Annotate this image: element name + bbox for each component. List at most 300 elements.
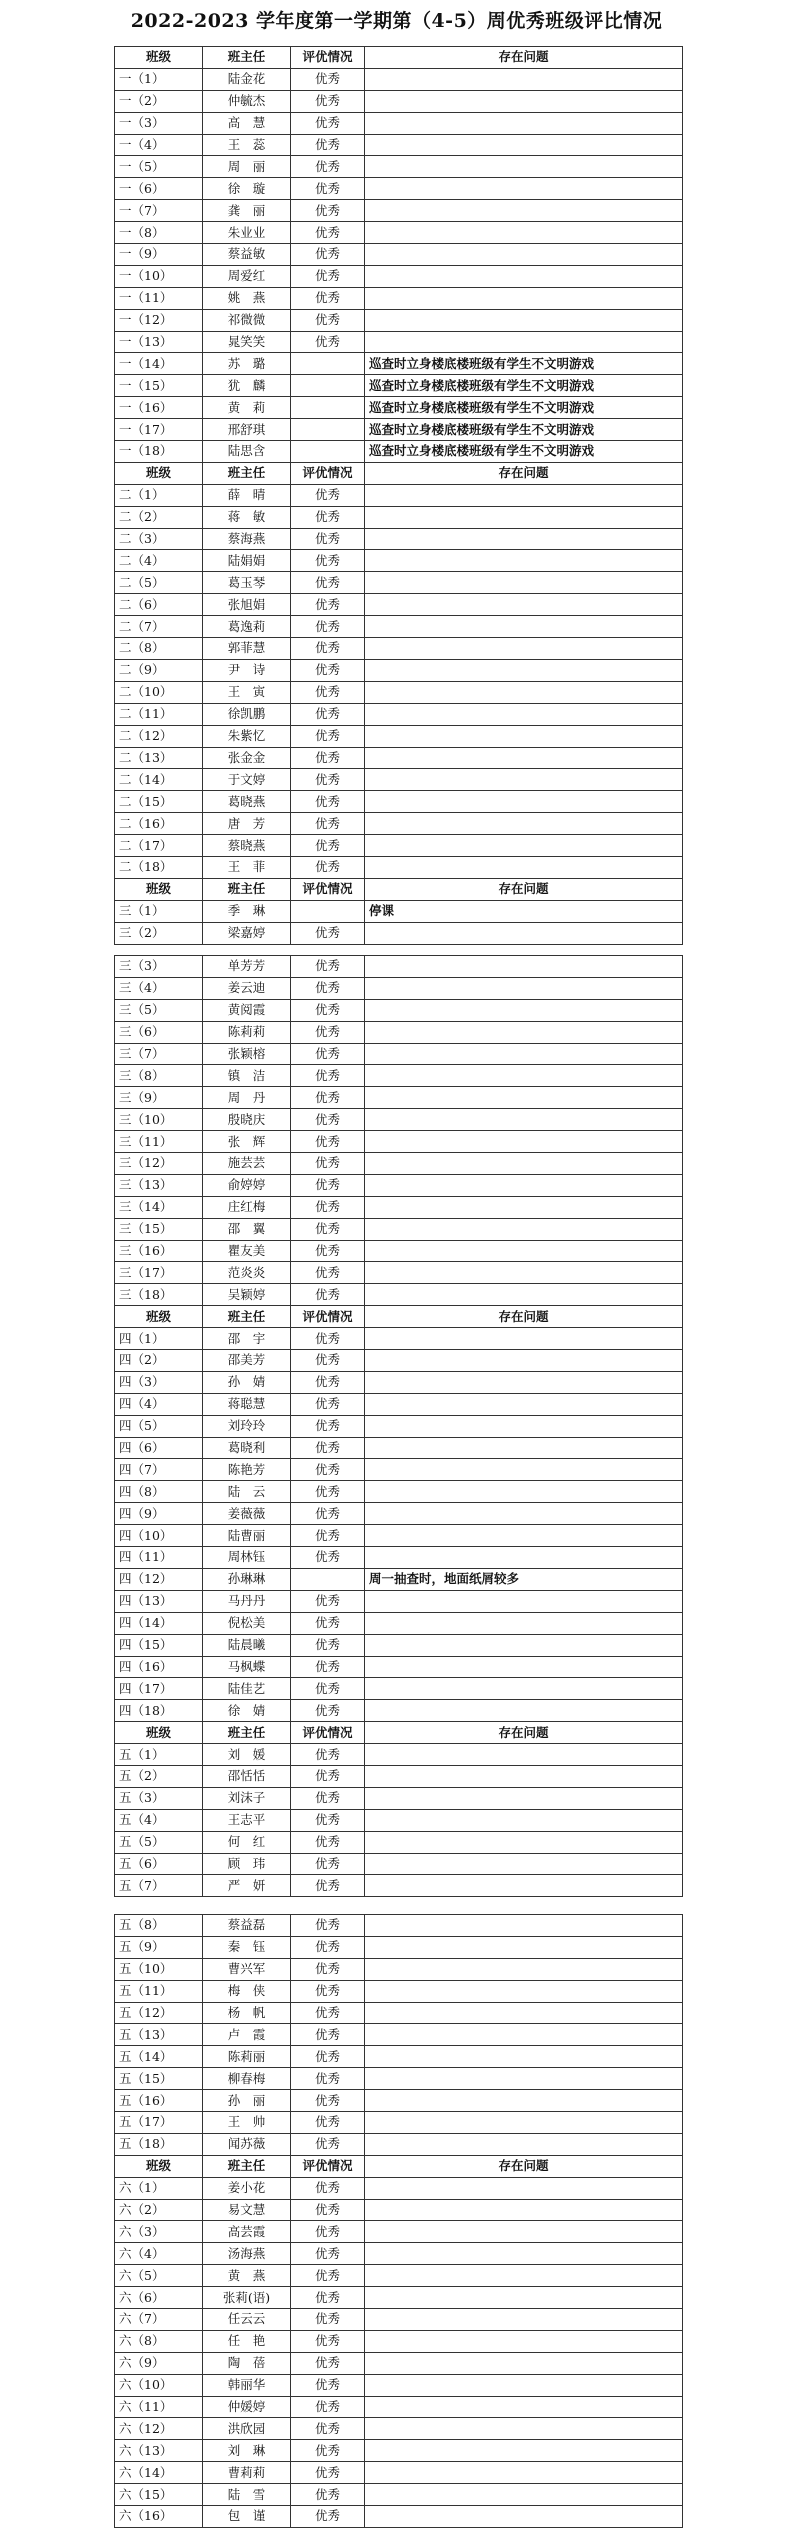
class-cell: 二（16） [115, 813, 203, 835]
issue-cell [365, 999, 683, 1021]
table-row [115, 1350, 683, 1372]
class-cell: 二（5） [115, 572, 203, 594]
class-cell: 三（15） [115, 1218, 203, 1240]
teacher-cell: 高 慧 [203, 112, 291, 134]
issue-cell [365, 1393, 683, 1415]
table-row [115, 2506, 683, 2528]
teacher-cell: 季 琳 [203, 900, 291, 922]
header-rating: 评优情况 [291, 1722, 365, 1744]
class-cell: 四（5） [115, 1415, 203, 1437]
class-cell: 六（4） [115, 2243, 203, 2265]
rating-cell: 优秀 [291, 1481, 365, 1503]
class-cell: 三（4） [115, 977, 203, 999]
teacher-cell: 陆 雪 [203, 2484, 291, 2506]
teacher-cell: 蔡晓燕 [203, 835, 291, 857]
table-row [115, 900, 683, 922]
table-row [115, 2177, 683, 2199]
rating-cell: 优秀 [291, 1787, 365, 1809]
issue-cell [365, 659, 683, 681]
class-cell: 一（17） [115, 419, 203, 441]
rating-cell: 优秀 [291, 2462, 365, 2484]
rating-cell: 优秀 [291, 1284, 365, 1306]
rating-cell: 优秀 [291, 1744, 365, 1766]
issue-cell [365, 1109, 683, 1131]
issue-cell [365, 1547, 683, 1569]
issue-cell [365, 1021, 683, 1043]
issue-cell: 巡查时立身楼底楼班级有学生不文明游戏 [365, 419, 683, 441]
table-row [115, 2440, 683, 2462]
issue-cell [365, 2418, 683, 2440]
rating-cell: 优秀 [291, 1350, 365, 1372]
teacher-cell: 陆曹丽 [203, 1525, 291, 1547]
class-cell: 一（14） [115, 353, 203, 375]
issue-cell [365, 528, 683, 550]
rating-cell: 优秀 [291, 1328, 365, 1350]
table-row [115, 999, 683, 1021]
class-cell: 一（9） [115, 244, 203, 266]
table-header-row [115, 1722, 683, 1744]
teacher-cell: 范炎炎 [203, 1262, 291, 1284]
class-cell: 一（18） [115, 441, 203, 463]
table-row [115, 1936, 683, 1958]
teacher-cell: 刘玲玲 [203, 1415, 291, 1437]
class-cell: 六（10） [115, 2374, 203, 2396]
table-row [115, 703, 683, 725]
issue-cell [365, 68, 683, 90]
header-teacher: 班主任 [203, 878, 291, 900]
class-cell: 二（7） [115, 616, 203, 638]
table-row [115, 287, 683, 309]
table-row [115, 1958, 683, 1980]
class-cell: 六（8） [115, 2330, 203, 2352]
class-cell: 一（4） [115, 134, 203, 156]
table-row [115, 1503, 683, 1525]
table-section-2 [114, 955, 682, 1897]
rating-cell: 优秀 [291, 200, 365, 222]
teacher-cell: 徐 璇 [203, 178, 291, 200]
class-cell: 六（6） [115, 2287, 203, 2309]
rating-cell: 优秀 [291, 287, 365, 309]
teacher-cell: 葛玉琴 [203, 572, 291, 594]
rating-cell: 优秀 [291, 331, 365, 353]
teacher-cell: 姚 燕 [203, 287, 291, 309]
issue-cell [365, 1787, 683, 1809]
issue-cell [365, 2112, 683, 2134]
rating-cell: 优秀 [291, 791, 365, 813]
rating-cell: 优秀 [291, 856, 365, 878]
class-cell: 二（8） [115, 638, 203, 660]
teacher-cell: 蔡益磊 [203, 1915, 291, 1937]
rating-cell: 优秀 [291, 2374, 365, 2396]
class-cell: 五（17） [115, 2112, 203, 2134]
rating-cell: 优秀 [291, 1503, 365, 1525]
teacher-cell: 闻苏薇 [203, 2133, 291, 2155]
issue-cell [365, 1831, 683, 1853]
table-row [115, 178, 683, 200]
rating-cell: 优秀 [291, 1437, 365, 1459]
issue-cell [365, 1744, 683, 1766]
issue-cell [365, 331, 683, 353]
class-cell: 四（11） [115, 1547, 203, 1569]
class-cell: 三（5） [115, 999, 203, 1021]
issue-cell [365, 1459, 683, 1481]
table-row [115, 375, 683, 397]
table-row [115, 2199, 683, 2221]
teacher-cell: 顾 玮 [203, 1853, 291, 1875]
table-row [115, 1393, 683, 1415]
rating-cell: 优秀 [291, 2024, 365, 2046]
rating-cell: 优秀 [291, 1174, 365, 1196]
teacher-cell: 张颖榕 [203, 1043, 291, 1065]
table-row [115, 1065, 683, 1087]
table-row [115, 1174, 683, 1196]
issue-cell [365, 200, 683, 222]
teacher-cell: 葛晓利 [203, 1437, 291, 1459]
teacher-cell: 蒋聪慧 [203, 1393, 291, 1415]
header-issues: 存在问题 [365, 462, 683, 484]
rating-cell: 优秀 [291, 1087, 365, 1109]
issue-cell [365, 2309, 683, 2331]
class-cell: 三（11） [115, 1131, 203, 1153]
table-row [115, 1481, 683, 1503]
rating-cell: 优秀 [291, 1809, 365, 1831]
rating-cell: 优秀 [291, 922, 365, 944]
rating-table [114, 1914, 683, 2528]
rating-cell: 优秀 [291, 1915, 365, 1937]
header-rating: 评优情况 [291, 1306, 365, 1328]
teacher-cell: 薛 晴 [203, 484, 291, 506]
rating-cell: 优秀 [291, 309, 365, 331]
rating-cell: 优秀 [291, 2133, 365, 2155]
teacher-cell: 陆佳艺 [203, 1678, 291, 1700]
class-cell: 一（2） [115, 90, 203, 112]
issue-cell [365, 2068, 683, 2090]
table-row [115, 572, 683, 594]
header-teacher: 班主任 [203, 1722, 291, 1744]
class-cell: 五（4） [115, 1809, 203, 1831]
issue-cell [365, 1481, 683, 1503]
header-rating: 评优情况 [291, 2155, 365, 2177]
teacher-cell: 姜云迪 [203, 977, 291, 999]
teacher-cell: 王 蕊 [203, 134, 291, 156]
class-cell: 三（7） [115, 1043, 203, 1065]
table-row [115, 90, 683, 112]
teacher-cell: 徐凯鹏 [203, 703, 291, 725]
rating-cell: 优秀 [291, 2418, 365, 2440]
table-row [115, 550, 683, 572]
teacher-cell: 黄阅霞 [203, 999, 291, 1021]
issue-cell [365, 1262, 683, 1284]
teacher-cell: 徐 婧 [203, 1700, 291, 1722]
issue-cell [365, 2440, 683, 2462]
issue-cell [365, 835, 683, 857]
teacher-cell: 蒋 敏 [203, 506, 291, 528]
table-row [115, 1218, 683, 1240]
teacher-cell: 陆娟娟 [203, 550, 291, 572]
class-cell: 二（2） [115, 506, 203, 528]
class-cell: 一（13） [115, 331, 203, 353]
table-row [115, 68, 683, 90]
table-row [115, 1153, 683, 1175]
teacher-cell: 葛晓燕 [203, 791, 291, 813]
class-cell: 四（9） [115, 1503, 203, 1525]
table-row [115, 1678, 683, 1700]
teacher-cell: 俞婷婷 [203, 1174, 291, 1196]
table-row [115, 1371, 683, 1393]
issue-cell [365, 1415, 683, 1437]
header-class: 班级 [115, 2155, 203, 2177]
class-cell: 六（14） [115, 2462, 203, 2484]
table-row [115, 2484, 683, 2506]
teacher-cell: 晁笑笑 [203, 331, 291, 353]
class-cell: 二（15） [115, 791, 203, 813]
rating-cell: 优秀 [291, 616, 365, 638]
rating-cell: 优秀 [291, 484, 365, 506]
issue-cell [365, 2046, 683, 2068]
issue-cell [365, 1371, 683, 1393]
class-cell: 六（9） [115, 2352, 203, 2374]
issue-cell: 停课 [365, 900, 683, 922]
table-row [115, 1612, 683, 1634]
issue-cell [365, 791, 683, 813]
class-cell: 六（13） [115, 2440, 203, 2462]
table-header-row [115, 878, 683, 900]
issue-cell [365, 1153, 683, 1175]
table-row [115, 441, 683, 463]
teacher-cell: 庄红梅 [203, 1196, 291, 1218]
header-rating: 评优情况 [291, 462, 365, 484]
rating-cell: 优秀 [291, 506, 365, 528]
issue-cell [365, 112, 683, 134]
table-header-row [115, 1306, 683, 1328]
rating-cell: 优秀 [291, 2199, 365, 2221]
teacher-cell: 刘 琳 [203, 2440, 291, 2462]
teacher-cell: 刘 媛 [203, 1744, 291, 1766]
class-cell: 四（4） [115, 1393, 203, 1415]
teacher-cell: 黄 莉 [203, 397, 291, 419]
teacher-cell: 孙 婧 [203, 1371, 291, 1393]
table-row [115, 681, 683, 703]
issue-cell [365, 309, 683, 331]
table-row [115, 2068, 683, 2090]
issue-cell [365, 1875, 683, 1897]
class-cell: 二（13） [115, 747, 203, 769]
class-cell: 五（8） [115, 1915, 203, 1937]
rating-cell: 优秀 [291, 222, 365, 244]
rating-cell: 优秀 [291, 2506, 365, 2528]
issue-cell: 巡查时立身楼底楼班级有学生不文明游戏 [365, 375, 683, 397]
class-cell: 六（11） [115, 2396, 203, 2418]
teacher-cell: 严 妍 [203, 1875, 291, 1897]
teacher-cell: 张莉(语) [203, 2287, 291, 2309]
table-row [115, 222, 683, 244]
rating-cell: 优秀 [291, 747, 365, 769]
table-row [115, 1744, 683, 1766]
table-row [115, 1437, 683, 1459]
class-cell: 一（11） [115, 287, 203, 309]
table-row [115, 1568, 683, 1590]
issue-cell [365, 2221, 683, 2243]
class-cell: 二（6） [115, 594, 203, 616]
table-row [115, 638, 683, 660]
table-row [115, 594, 683, 616]
class-cell: 三（17） [115, 1262, 203, 1284]
table-row [115, 659, 683, 681]
rating-cell: 优秀 [291, 638, 365, 660]
class-cell: 一（3） [115, 112, 203, 134]
issue-cell [365, 550, 683, 572]
rating-cell: 优秀 [291, 2068, 365, 2090]
rating-cell: 优秀 [291, 703, 365, 725]
table-row [115, 1021, 683, 1043]
rating-cell: 优秀 [291, 1700, 365, 1722]
issue-cell [365, 594, 683, 616]
issue-cell [365, 1678, 683, 1700]
table-row [115, 506, 683, 528]
table-row [115, 2265, 683, 2287]
header-class: 班级 [115, 1722, 203, 1744]
issue-cell [365, 2133, 683, 2155]
rating-cell: 优秀 [291, 1547, 365, 1569]
teacher-cell: 秦 钰 [203, 1936, 291, 1958]
issue-cell [365, 2199, 683, 2221]
class-cell: 四（18） [115, 1700, 203, 1722]
rating-cell: 优秀 [291, 2352, 365, 2374]
table-row [115, 2462, 683, 2484]
teacher-cell: 苏 璐 [203, 353, 291, 375]
teacher-cell: 包 谨 [203, 2506, 291, 2528]
rating-cell: 优秀 [291, 2090, 365, 2112]
issue-cell [365, 2002, 683, 2024]
table-row [115, 2133, 683, 2155]
teacher-cell: 葛逸莉 [203, 616, 291, 638]
class-cell: 一（10） [115, 265, 203, 287]
teacher-cell: 陆思含 [203, 441, 291, 463]
rating-cell [291, 353, 365, 375]
class-cell: 三（10） [115, 1109, 203, 1131]
class-cell: 五（18） [115, 2133, 203, 2155]
header-teacher: 班主任 [203, 462, 291, 484]
teacher-cell: 于文婷 [203, 769, 291, 791]
issue-cell [365, 1980, 683, 2002]
class-cell: 二（12） [115, 725, 203, 747]
rating-cell: 优秀 [291, 813, 365, 835]
rating-cell: 优秀 [291, 112, 365, 134]
table-row [115, 769, 683, 791]
rating-table [114, 955, 683, 1897]
issue-cell [365, 484, 683, 506]
class-cell: 三（6） [115, 1021, 203, 1043]
issue-cell [365, 178, 683, 200]
issue-cell [365, 2462, 683, 2484]
rating-cell: 优秀 [291, 1393, 365, 1415]
issue-cell [365, 1853, 683, 1875]
class-cell: 五（15） [115, 2068, 203, 2090]
teacher-cell: 陈莉丽 [203, 2046, 291, 2068]
issue-cell [365, 2374, 683, 2396]
issue-cell [365, 1634, 683, 1656]
issue-cell [365, 1043, 683, 1065]
issue-cell [365, 681, 683, 703]
issue-cell [365, 1350, 683, 1372]
teacher-cell: 犹 麟 [203, 375, 291, 397]
class-cell: 五（9） [115, 1936, 203, 1958]
teacher-cell: 刘沫子 [203, 1787, 291, 1809]
teacher-cell: 邵恬恬 [203, 1765, 291, 1787]
class-cell: 六（3） [115, 2221, 203, 2243]
issue-cell [365, 1936, 683, 1958]
rating-cell: 优秀 [291, 265, 365, 287]
class-cell: 四（7） [115, 1459, 203, 1481]
teacher-cell: 王 菲 [203, 856, 291, 878]
table-row [115, 1109, 683, 1131]
issue-cell [365, 2506, 683, 2528]
class-cell: 四（16） [115, 1656, 203, 1678]
issue-cell [365, 769, 683, 791]
table-row [115, 1853, 683, 1875]
issue-cell [365, 856, 683, 878]
class-cell: 六（2） [115, 2199, 203, 2221]
teacher-cell: 仲媛婷 [203, 2396, 291, 2418]
class-cell: 四（3） [115, 1371, 203, 1393]
table-row [115, 244, 683, 266]
class-cell: 一（12） [115, 309, 203, 331]
teacher-cell: 殷晓庆 [203, 1109, 291, 1131]
class-cell: 一（1） [115, 68, 203, 90]
rating-cell: 优秀 [291, 594, 365, 616]
issue-cell [365, 572, 683, 594]
teacher-cell: 尹 诗 [203, 659, 291, 681]
class-cell: 二（11） [115, 703, 203, 725]
teacher-cell: 孙 丽 [203, 2090, 291, 2112]
teacher-cell: 陈艳芳 [203, 1459, 291, 1481]
rating-cell: 优秀 [291, 1065, 365, 1087]
teacher-cell: 单芳芳 [203, 956, 291, 978]
teacher-cell: 王 寅 [203, 681, 291, 703]
class-cell: 四（1） [115, 1328, 203, 1350]
issue-cell [365, 2484, 683, 2506]
class-cell: 六（7） [115, 2309, 203, 2331]
class-cell: 一（8） [115, 222, 203, 244]
issue-cell [365, 2243, 683, 2265]
rating-cell: 优秀 [291, 659, 365, 681]
table-row [115, 956, 683, 978]
header-teacher: 班主任 [203, 2155, 291, 2177]
teacher-cell: 张旭娟 [203, 594, 291, 616]
issue-cell [365, 703, 683, 725]
teacher-cell: 何 红 [203, 1831, 291, 1853]
issue-cell [365, 134, 683, 156]
rating-cell: 优秀 [291, 1131, 365, 1153]
table-row [115, 265, 683, 287]
class-cell: 一（7） [115, 200, 203, 222]
issue-cell [365, 1284, 683, 1306]
rating-cell: 优秀 [291, 2330, 365, 2352]
table-row [115, 1525, 683, 1547]
class-cell: 四（13） [115, 1590, 203, 1612]
table-row [115, 1328, 683, 1350]
rating-cell: 优秀 [291, 572, 365, 594]
class-cell: 四（6） [115, 1437, 203, 1459]
table-row [115, 977, 683, 999]
class-cell: 三（12） [115, 1153, 203, 1175]
class-cell: 四（12） [115, 1568, 203, 1590]
issue-cell [365, 1809, 683, 1831]
class-cell: 三（2） [115, 922, 203, 944]
rating-cell: 优秀 [291, 1634, 365, 1656]
rating-cell: 优秀 [291, 244, 365, 266]
rating-cell: 优秀 [291, 528, 365, 550]
